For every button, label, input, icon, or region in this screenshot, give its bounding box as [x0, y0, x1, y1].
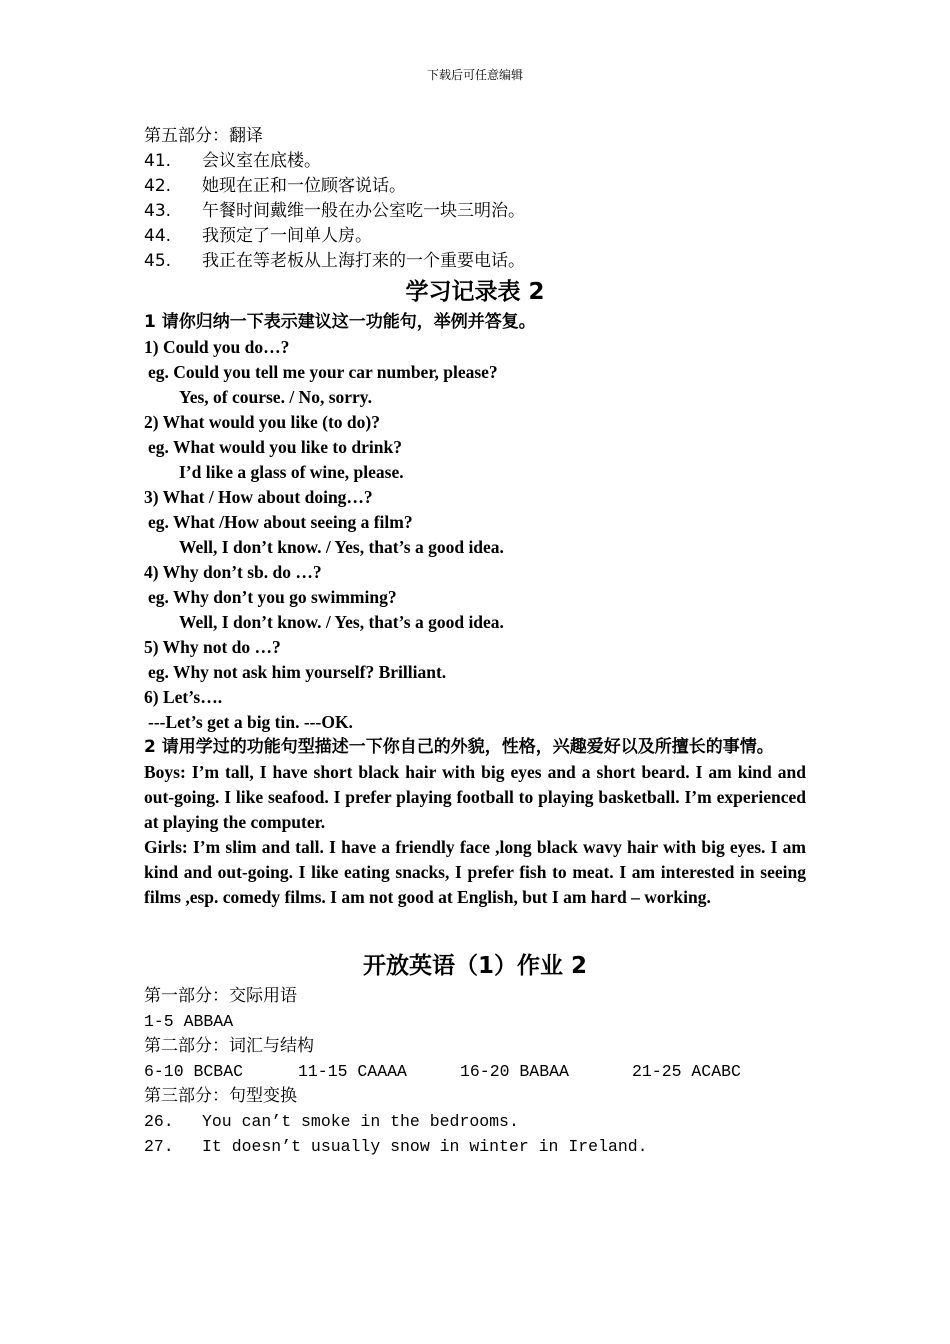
translation-item	[144, 149, 806, 174]
part2-answer-group: 6-10 BCBAC	[144, 1062, 244, 1081]
translation-item	[144, 224, 806, 249]
record-line: 2) What would you like (to do)?	[144, 412, 380, 432]
page-header: 下载后可任意编辑	[426, 68, 523, 82]
record-line: 6) Let’s….	[144, 687, 223, 707]
record-line: 1) Could you do…?	[144, 337, 290, 357]
item-text: You can’t smoke in the bedrooms.	[202, 1112, 519, 1131]
record-line: eg. Could you tell me your car number, please?	[148, 362, 498, 382]
record-line: eg. Why don’t you go swimming?	[148, 587, 397, 607]
section-gap	[144, 910, 806, 948]
translation-item	[144, 199, 806, 224]
homework-title: 开放英语（1）作业 2	[362, 953, 587, 979]
part2-heading: 第二部分：词汇与结构	[144, 1036, 314, 1056]
item-number: 44.	[144, 226, 172, 246]
translation-item	[144, 174, 806, 199]
document-body	[144, 124, 806, 1159]
record-line: 3) What / How about doing…?	[144, 487, 373, 507]
record-line: I’d like a glass of wine, please.	[179, 462, 404, 482]
item-text: 会议室在底楼。	[202, 151, 321, 171]
item-number: 45.	[144, 251, 172, 271]
record-line: 4) Why don’t sb. do …?	[144, 562, 322, 582]
part1-answers: 1-5 ABBAA	[144, 1012, 234, 1031]
transform-item	[144, 1109, 806, 1134]
part2-answer-group: 21-25 ACABC	[632, 1062, 741, 1081]
part5-heading: 第五部分：翻译	[144, 126, 263, 146]
record-title: 学习记录表 2	[405, 279, 545, 305]
item-number: 26.	[144, 1112, 174, 1131]
item-text: 我预定了一间单人房。	[202, 226, 372, 246]
item-number: 42.	[144, 176, 172, 196]
item-text: 她现在正和一位顾客说话。	[202, 176, 406, 196]
record-line: 5) Why not do …?	[144, 637, 281, 657]
record-question-2: 2 请用学过的功能句型描述一下你自己的外貌，性格，兴趣爱好以及所擅长的事情。	[144, 737, 774, 757]
part3-list	[144, 1109, 806, 1159]
record-line: Well, I don’t know. / Yes, that’s a good idea.	[179, 537, 504, 557]
part2-answer-group: 11-15 CAAAA	[298, 1062, 407, 1081]
record-line: eg. What /How about seeing a film?	[148, 512, 413, 532]
part1-heading: 第一部分：交际用语	[144, 986, 297, 1006]
record-question-1: 1 请你归纳一下表示建议这一功能句，举例并答复。	[144, 312, 536, 332]
record-lines	[144, 335, 806, 735]
item-text: It doesn’t usually snow in winter in Ireland.	[202, 1137, 648, 1156]
record-line: Yes, of course. / No, sorry.	[179, 387, 372, 407]
item-number: 43.	[144, 201, 172, 221]
record-line: eg. Why not ask him yourself? Brilliant.	[148, 662, 447, 682]
record-line: eg. What would you like to drink?	[148, 437, 402, 457]
transform-item	[144, 1134, 806, 1159]
item-number: 27.	[144, 1137, 174, 1156]
part2-answer-group: 16-20 BABAA	[460, 1062, 569, 1081]
boys-paragraph: Boys: I’m tall, I have short black hair with big eyes and a short beard. I am kind and out-going. I like seafood. I prefer playing football to playing basketball. I’m experienced at playing the computer.	[144, 762, 806, 832]
item-text: 午餐时间戴维一般在办公室吃一块三明治。	[202, 201, 525, 221]
item-text: 我正在等老板从上海打来的一个重要电话。	[202, 251, 525, 271]
translation-item	[144, 249, 806, 274]
part5-list	[144, 149, 806, 274]
part2-answers	[144, 1059, 806, 1084]
record-line: Well, I don’t know. / Yes, that’s a good idea.	[179, 612, 504, 632]
record-line: ---Let’s get a big tin. ---OK.	[148, 712, 353, 732]
item-number: 41.	[144, 151, 172, 171]
part3-heading: 第三部分：句型变换	[144, 1086, 297, 1106]
girls-paragraph: Girls: I’m slim and tall. I have a friendly face ,long black wavy hair with big eyes. I am kind and out-going. I like eating snacks, I prefer fish to meat. I am interested in seeing films ,esp. comedy films. I am not good at English, but I am hard – working.	[144, 837, 806, 907]
